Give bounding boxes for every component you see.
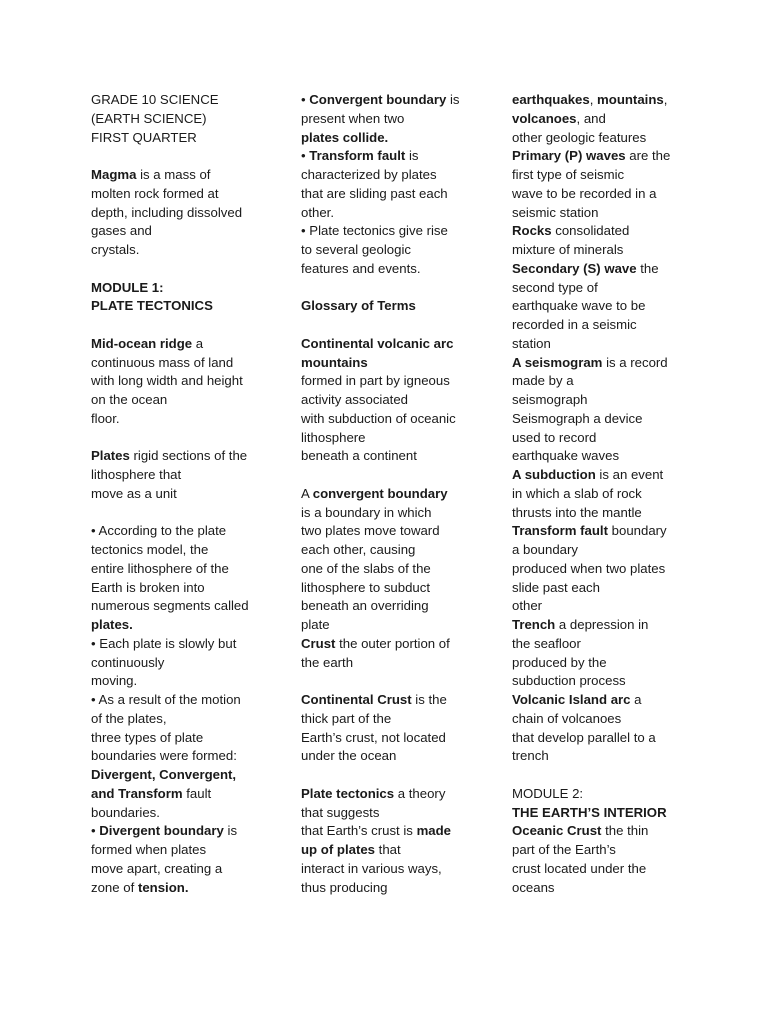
text-span: • As a result of the motion xyxy=(91,692,241,707)
text-line xyxy=(301,541,481,560)
text-span: a xyxy=(192,335,204,351)
text-span: moving. xyxy=(91,673,138,689)
text-line xyxy=(512,260,702,279)
text-line xyxy=(301,729,481,748)
text-line xyxy=(512,560,702,579)
text-line xyxy=(301,579,481,598)
text-span: tectonics model, the xyxy=(91,542,209,557)
text-span: is xyxy=(446,92,460,107)
text-span: , xyxy=(663,92,668,107)
text-span: made by a xyxy=(512,373,574,389)
text-line xyxy=(91,579,271,598)
text-line xyxy=(91,766,271,785)
bold-text: MODULE 1: xyxy=(91,279,164,295)
text-line xyxy=(301,410,481,429)
text-span: MODULE 2: xyxy=(512,785,584,801)
text-line xyxy=(512,222,702,241)
text-span: rigid sections of the xyxy=(129,448,248,464)
text-line xyxy=(512,710,702,729)
text-span: on the ocean xyxy=(91,392,168,407)
text-span: Earth is broken into xyxy=(91,579,205,595)
bold-text: Divergent boundary xyxy=(99,823,224,839)
text-span: molten rock formed at xyxy=(91,185,219,201)
text-line xyxy=(512,860,702,879)
text-span: other xyxy=(512,598,543,614)
text-line xyxy=(512,204,702,223)
bold-text: plates. xyxy=(91,617,133,632)
text-span: activity associated xyxy=(301,392,409,407)
bold-text: volcanoes xyxy=(512,110,577,126)
text-line xyxy=(91,672,271,691)
text-line xyxy=(91,354,271,373)
text-span: mixture of minerals xyxy=(512,242,624,257)
text-span: the thin xyxy=(601,823,649,839)
text-span: the seafloor xyxy=(512,635,581,651)
bold-text: convergent boundary xyxy=(312,485,448,501)
text-span: one of the slabs of the xyxy=(301,560,431,576)
text-line xyxy=(512,522,702,541)
text-line xyxy=(512,635,702,654)
text-line xyxy=(301,447,481,466)
bold-text: earthquakes xyxy=(512,92,590,107)
text-line xyxy=(301,841,481,860)
text-span: chain of volcanoes xyxy=(512,710,622,726)
text-line xyxy=(512,391,702,410)
text-span: formed when plates xyxy=(91,842,207,857)
text-line xyxy=(301,222,481,241)
text-line xyxy=(301,654,481,673)
text-line xyxy=(91,654,271,673)
text-line xyxy=(91,335,271,354)
text-span: depth, including dissolved xyxy=(91,204,243,220)
text-span: in which a slab of rock xyxy=(512,485,642,501)
bold-text: Plates xyxy=(91,448,130,464)
bold-text: Magma xyxy=(91,167,137,182)
text-line xyxy=(301,635,481,654)
text-span: to several geologic xyxy=(301,242,411,257)
text-span: • xyxy=(91,823,100,839)
text-line xyxy=(301,391,481,410)
text-span: other geologic features xyxy=(512,129,647,145)
text-line xyxy=(91,879,271,898)
text-span: continuous mass of land xyxy=(91,354,234,370)
text-span: , xyxy=(589,92,598,107)
text-span: earthquake wave to be xyxy=(512,298,646,314)
bold-text: mountains xyxy=(301,354,368,370)
text-span: part of the Earth’s xyxy=(512,842,616,857)
text-line xyxy=(301,672,481,691)
text-line xyxy=(91,447,271,466)
bold-text: mountains xyxy=(597,92,664,107)
text-span: is a boundary in which xyxy=(301,504,432,520)
text-line xyxy=(301,110,481,129)
text-line xyxy=(301,185,481,204)
text-line xyxy=(301,429,481,448)
text-span: that develop parallel to a xyxy=(512,729,656,745)
text-line xyxy=(512,672,702,691)
text-span: is xyxy=(223,823,238,839)
text-line xyxy=(512,110,702,129)
text-line xyxy=(91,485,271,504)
text-line xyxy=(301,691,481,710)
text-line xyxy=(512,691,702,710)
text-span: • xyxy=(301,92,310,107)
text-span: crystals. xyxy=(91,242,140,257)
text-span: the earth xyxy=(301,654,354,670)
text-line xyxy=(301,766,481,785)
text-line xyxy=(91,129,271,148)
text-span: crust located under the xyxy=(512,860,647,876)
text-line xyxy=(512,504,702,523)
text-line xyxy=(91,391,271,410)
text-span: are the xyxy=(625,148,671,164)
text-span: beneath an overriding xyxy=(301,598,429,614)
text-line xyxy=(301,616,481,635)
text-line xyxy=(91,710,271,729)
text-line xyxy=(512,822,702,841)
text-line xyxy=(91,466,271,485)
text-line xyxy=(91,222,271,241)
text-span: lithosphere to subduct xyxy=(301,579,431,595)
text-line xyxy=(512,410,702,429)
bold-text: tension. xyxy=(137,879,189,895)
text-line xyxy=(301,522,481,541)
text-line xyxy=(512,335,702,354)
text-line xyxy=(512,147,702,166)
text-span: two plates move toward xyxy=(301,523,440,539)
text-line xyxy=(512,541,702,560)
text-line xyxy=(91,410,271,429)
text-span: consolidated xyxy=(551,223,630,239)
text-line xyxy=(91,616,271,635)
text-span: lithosphere that xyxy=(91,467,182,482)
text-span: • Each plate is slowly but xyxy=(91,635,237,651)
text-line xyxy=(91,297,271,316)
text-line xyxy=(91,91,271,110)
text-line xyxy=(512,372,702,391)
text-span: with long width and height xyxy=(91,373,243,389)
text-line xyxy=(512,166,702,185)
text-span: with subduction of oceanic xyxy=(301,410,456,426)
text-span: oceans xyxy=(512,879,555,895)
bold-text: Trench xyxy=(512,617,556,632)
text-span: the xyxy=(636,260,659,276)
text-span: that suggests xyxy=(301,804,380,820)
text-span: , and xyxy=(576,110,606,126)
text-span: thus producing xyxy=(301,879,388,895)
text-line xyxy=(301,597,481,616)
text-line xyxy=(91,729,271,748)
text-line xyxy=(512,729,702,748)
text-span: three types of plate xyxy=(91,729,204,745)
bold-text: plates collide. xyxy=(301,129,389,145)
text-line xyxy=(301,710,481,729)
text-span: beneath a continent xyxy=(301,448,417,464)
text-line xyxy=(512,129,702,148)
bold-text: PLATE TECTONICS xyxy=(91,298,213,314)
text-line xyxy=(91,747,271,766)
text-line xyxy=(301,879,481,898)
text-line xyxy=(91,560,271,579)
text-line xyxy=(301,316,481,335)
text-span: A xyxy=(301,485,313,501)
text-span: first type of seismic xyxy=(512,167,625,182)
text-line xyxy=(301,354,481,373)
text-span: is xyxy=(405,148,419,164)
text-span: is a mass of xyxy=(136,167,211,182)
text-line xyxy=(91,185,271,204)
text-line xyxy=(301,279,481,298)
text-line xyxy=(512,785,702,804)
text-span: under the ocean xyxy=(301,748,397,764)
text-span: subduction process xyxy=(512,673,626,689)
text-line xyxy=(512,879,702,898)
text-span: seismic station xyxy=(512,204,599,220)
text-line xyxy=(91,260,271,279)
bold-text: up of plates xyxy=(301,842,375,857)
text-span: the outer portion of xyxy=(335,635,450,651)
text-span: station xyxy=(512,335,551,351)
text-line xyxy=(301,785,481,804)
text-span: present when two xyxy=(301,110,405,126)
text-span: numerous segments called xyxy=(91,598,249,614)
text-line xyxy=(301,147,481,166)
text-line xyxy=(512,766,702,785)
text-column-right xyxy=(512,91,702,897)
text-line xyxy=(91,522,271,541)
bold-text: A seismogram xyxy=(512,354,603,370)
text-span: thick part of the xyxy=(301,710,392,726)
text-span: is the xyxy=(411,692,447,707)
text-line xyxy=(512,447,702,466)
text-span: recorded in a seismic xyxy=(512,317,637,332)
text-span: a boundary xyxy=(512,542,578,557)
text-span: continuously xyxy=(91,654,165,670)
text-span: earthquake waves xyxy=(512,448,620,464)
text-span: zone of xyxy=(91,879,138,895)
text-line xyxy=(512,316,702,335)
bold-text: and Transform xyxy=(91,785,183,801)
text-line xyxy=(91,372,271,391)
text-span: boundaries were formed: xyxy=(91,748,237,764)
bold-text: Plate tectonics xyxy=(301,785,395,801)
text-span: move apart, creating a xyxy=(91,860,223,876)
text-span: move as a unit xyxy=(91,485,177,501)
text-span: each other, causing xyxy=(301,542,416,557)
text-span: that are sliding past each xyxy=(301,185,448,201)
text-span: • Plate tectonics give rise xyxy=(301,223,448,239)
text-line xyxy=(512,654,702,673)
bold-text: Rocks xyxy=(512,223,552,239)
text-line xyxy=(512,241,702,260)
bold-text: Convergent boundary xyxy=(309,92,447,107)
text-span: produced when two plates xyxy=(512,560,666,576)
text-line xyxy=(91,635,271,654)
text-line xyxy=(301,166,481,185)
text-line xyxy=(301,241,481,260)
text-line xyxy=(301,129,481,148)
text-line xyxy=(512,579,702,598)
text-line xyxy=(512,185,702,204)
text-span: entire lithosphere of the xyxy=(91,560,229,576)
text-line xyxy=(512,804,702,823)
text-line xyxy=(91,166,271,185)
bold-text: made xyxy=(416,823,452,839)
text-line xyxy=(91,804,271,823)
text-span: is an event xyxy=(595,467,664,482)
text-span: is a record xyxy=(602,354,668,370)
text-span: plate xyxy=(301,617,330,632)
text-span: slide past each xyxy=(512,579,600,595)
text-line xyxy=(91,204,271,223)
text-span: gases and xyxy=(91,223,152,239)
text-line xyxy=(91,541,271,560)
bold-text: Continental Crust xyxy=(301,692,412,707)
text-line xyxy=(301,804,481,823)
text-column-middle xyxy=(301,91,481,897)
bold-text: Secondary (S) wave xyxy=(512,260,637,276)
bold-text: Oceanic Crust xyxy=(512,823,602,839)
bold-text: Transform fault xyxy=(309,148,406,164)
text-span: seismograph xyxy=(512,392,588,407)
bold-text: Continental volcanic arc xyxy=(301,335,454,351)
text-span: features and events. xyxy=(301,260,421,276)
text-span: a xyxy=(630,692,642,707)
text-span: of the plates, xyxy=(91,710,167,726)
text-line xyxy=(91,860,271,879)
text-span: second type of xyxy=(512,279,598,295)
text-line xyxy=(91,841,271,860)
text-span: floor. xyxy=(91,410,120,426)
text-span: a theory xyxy=(394,785,446,801)
text-span: used to record xyxy=(512,429,597,445)
text-line xyxy=(301,297,481,316)
text-column-left xyxy=(91,91,271,897)
text-span: thrusts into the mantle xyxy=(512,504,642,520)
text-span: wave to be recorded in a xyxy=(512,185,657,201)
bold-text: Mid-ocean ridge xyxy=(91,335,193,351)
text-line xyxy=(301,504,481,523)
text-span: trench xyxy=(512,748,549,764)
text-span: other. xyxy=(301,204,334,220)
text-span: boundaries. xyxy=(91,804,160,820)
text-line xyxy=(91,785,271,804)
text-line xyxy=(91,504,271,523)
bold-text: Divergent, Convergent, xyxy=(91,767,237,782)
text-line xyxy=(512,466,702,485)
text-line xyxy=(91,822,271,841)
text-line xyxy=(512,91,702,110)
text-line xyxy=(301,747,481,766)
text-span: • xyxy=(301,148,310,164)
text-span: characterized by plates xyxy=(301,167,437,182)
text-line xyxy=(301,860,481,879)
text-span: that Earth’s crust is xyxy=(301,823,417,839)
text-span: lithosphere xyxy=(301,429,366,445)
bold-text: A subduction xyxy=(512,467,596,482)
bold-text: Glossary of Terms xyxy=(301,298,416,314)
text-span: Seismograph a device xyxy=(512,410,643,426)
text-line xyxy=(91,597,271,616)
text-line xyxy=(301,372,481,391)
text-span: that xyxy=(375,842,401,857)
text-line xyxy=(91,279,271,298)
text-span: boundary xyxy=(608,523,667,539)
bold-text: Primary (P) waves xyxy=(512,148,626,164)
text-span: fault xyxy=(182,785,212,801)
text-span: produced by the xyxy=(512,654,607,670)
text-line xyxy=(91,691,271,710)
text-line xyxy=(301,485,481,504)
text-span: Earth’s crust, not located xyxy=(301,729,446,745)
text-span: interact in various ways, xyxy=(301,860,442,876)
text-line xyxy=(91,241,271,260)
text-line xyxy=(512,429,702,448)
bold-text: Crust xyxy=(301,635,336,651)
text-line xyxy=(512,297,702,316)
text-line xyxy=(91,316,271,335)
text-line xyxy=(301,560,481,579)
text-line xyxy=(301,91,481,110)
text-line xyxy=(91,429,271,448)
text-line xyxy=(301,466,481,485)
text-line xyxy=(301,822,481,841)
bold-text: Volcanic Island arc xyxy=(512,692,631,707)
text-line xyxy=(91,110,271,129)
text-line xyxy=(512,354,702,373)
text-line xyxy=(301,335,481,354)
text-span: (EARTH SCIENCE) xyxy=(91,110,207,126)
text-line xyxy=(301,204,481,223)
text-line xyxy=(512,616,702,635)
text-span: GRADE 10 SCIENCE xyxy=(91,92,219,107)
bold-text: THE EARTH’S INTERIOR xyxy=(512,804,667,820)
text-span: • According to the plate xyxy=(91,523,227,539)
text-span: a depression in xyxy=(555,617,649,632)
text-line xyxy=(301,260,481,279)
text-line xyxy=(512,485,702,504)
text-span: FIRST QUARTER xyxy=(91,129,197,145)
text-line xyxy=(91,147,271,166)
text-line xyxy=(512,279,702,298)
text-line xyxy=(512,841,702,860)
text-line xyxy=(512,747,702,766)
bold-text: Transform fault xyxy=(512,523,608,539)
text-line xyxy=(512,597,702,616)
text-span: formed in part by igneous xyxy=(301,373,450,389)
